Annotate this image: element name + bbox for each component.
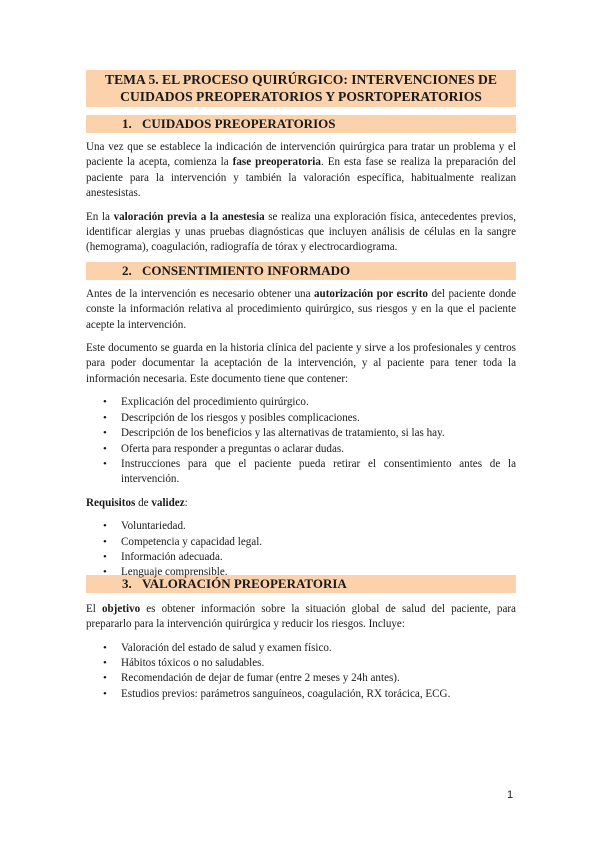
list-item: • Explicación del procedimiento quirúrgico. [86,395,516,410]
document-page [86,70,516,710]
bold-term: validez [151,496,185,509]
list-item: • Competencia y capacidad legal. [86,535,516,550]
list-item: • Oferta para responder a preguntas o aclarar dudas. [86,442,516,457]
text-run: En la [86,210,114,223]
paragraph: Este documento se guarda en la historia clínica del paciente y sirve a los profesionales y centros para poder documentar la aceptación de la intervención, y al paciente para tener toda la información necesaria. Este documento tiene que contener: [86,342,516,385]
text-run: . En esta fase se realiza la preparación del paciente para la intervención y también la valoración específica, habitualmente realizan anestesistas. [86,156,516,200]
list-item: • Información adecuada. [86,550,516,565]
list-item: • Descripción de los riesgos y posibles complicaciones. [86,411,516,426]
section-number: 3. [122,575,132,591]
list-item: • Lenguaje comprensible. [86,565,516,580]
list-item: • Voluntariedad. [86,519,516,534]
section-number: 2. [122,262,132,278]
list-item: • Hábitos tóxicos o no saludables. [86,656,516,671]
list-item: • Estudios previos: parámetros sanguíneos, coagulación, RX torácica, ECG. [86,687,516,702]
title-line-1: TEMA 5. EL PROCESO QUIRÚRGICO: INTERVENCIONES DE [105,72,497,87]
section-heading-text: VALORACIÓN PREOPERATORIA [142,575,347,591]
text-run: es obtener información sobre la situación global de salud del paciente, para prepararlo para la intervención quirúrgica y reducir los riesgos. Incluye: [86,602,516,631]
list-item: • Descripción de los beneficios y las alternativas de tratamiento, si las hay. [86,426,516,441]
paragraph [86,140,516,202]
bold-term: valoración previa a la anestesia [113,210,265,223]
paragraph [86,210,516,256]
bold-term: objetivo [101,602,141,615]
text-run: de [135,496,152,509]
paragraph [86,602,516,633]
requirements-list [86,519,516,581]
paragraph [86,287,516,333]
section-heading-text: CUIDADOS PREOPERATORIOS [142,116,336,131]
preoperative-assessment-list [86,641,516,703]
bold-term: Requisitos [86,496,136,509]
text-run: Antes de la intervención es necesario obtener una [86,287,314,300]
text-run: se realiza una exploración física, antecedentes previos, identificar alergias y unas pruebas diagnósticas que incluyen análisis de células en la sangre (hemograma), coagulación, radiografía de tórax y electrocardiograma. [86,210,516,254]
requirements-label [86,496,516,511]
consent-contents-list [86,395,516,487]
section-heading-text: CONSENTIMIENTO INFORMADO [142,262,351,278]
list-item: • Instrucciones para que el paciente pueda retirar el consentimiento antes de la intervención. [86,457,516,488]
document-title [86,70,516,107]
section-number: 1. [122,116,132,131]
section-heading-consentimiento-informado [86,262,516,280]
bold-term: fase preoperatoria [232,156,321,169]
text-run: : [184,496,188,509]
list-item: • Valoración del estado de salud y examen físico. [86,641,516,656]
page-number: 1 [507,789,514,801]
text-run: del paciente donde conste la información relativa al procedimiento quirúrgico, sus riesgos y en la que el paciente acepte la intervención. [86,287,517,331]
title-line-2: CUIDADOS PREOPERATORIOS Y POSRTOPERATORIOS [120,89,482,104]
section-heading-cuidados-preoperatorios [86,115,516,133]
text-run: El [86,602,102,615]
text-run: Una vez que se establece la indicación de intervención quirúrgica para tratar un problema y el paciente la acepta, comienza la [86,141,516,169]
bold-term: autorización por escrito [314,287,428,300]
list-item: • Recomendación de dejar de fumar (entre 2 meses y 24h antes). [86,671,516,686]
